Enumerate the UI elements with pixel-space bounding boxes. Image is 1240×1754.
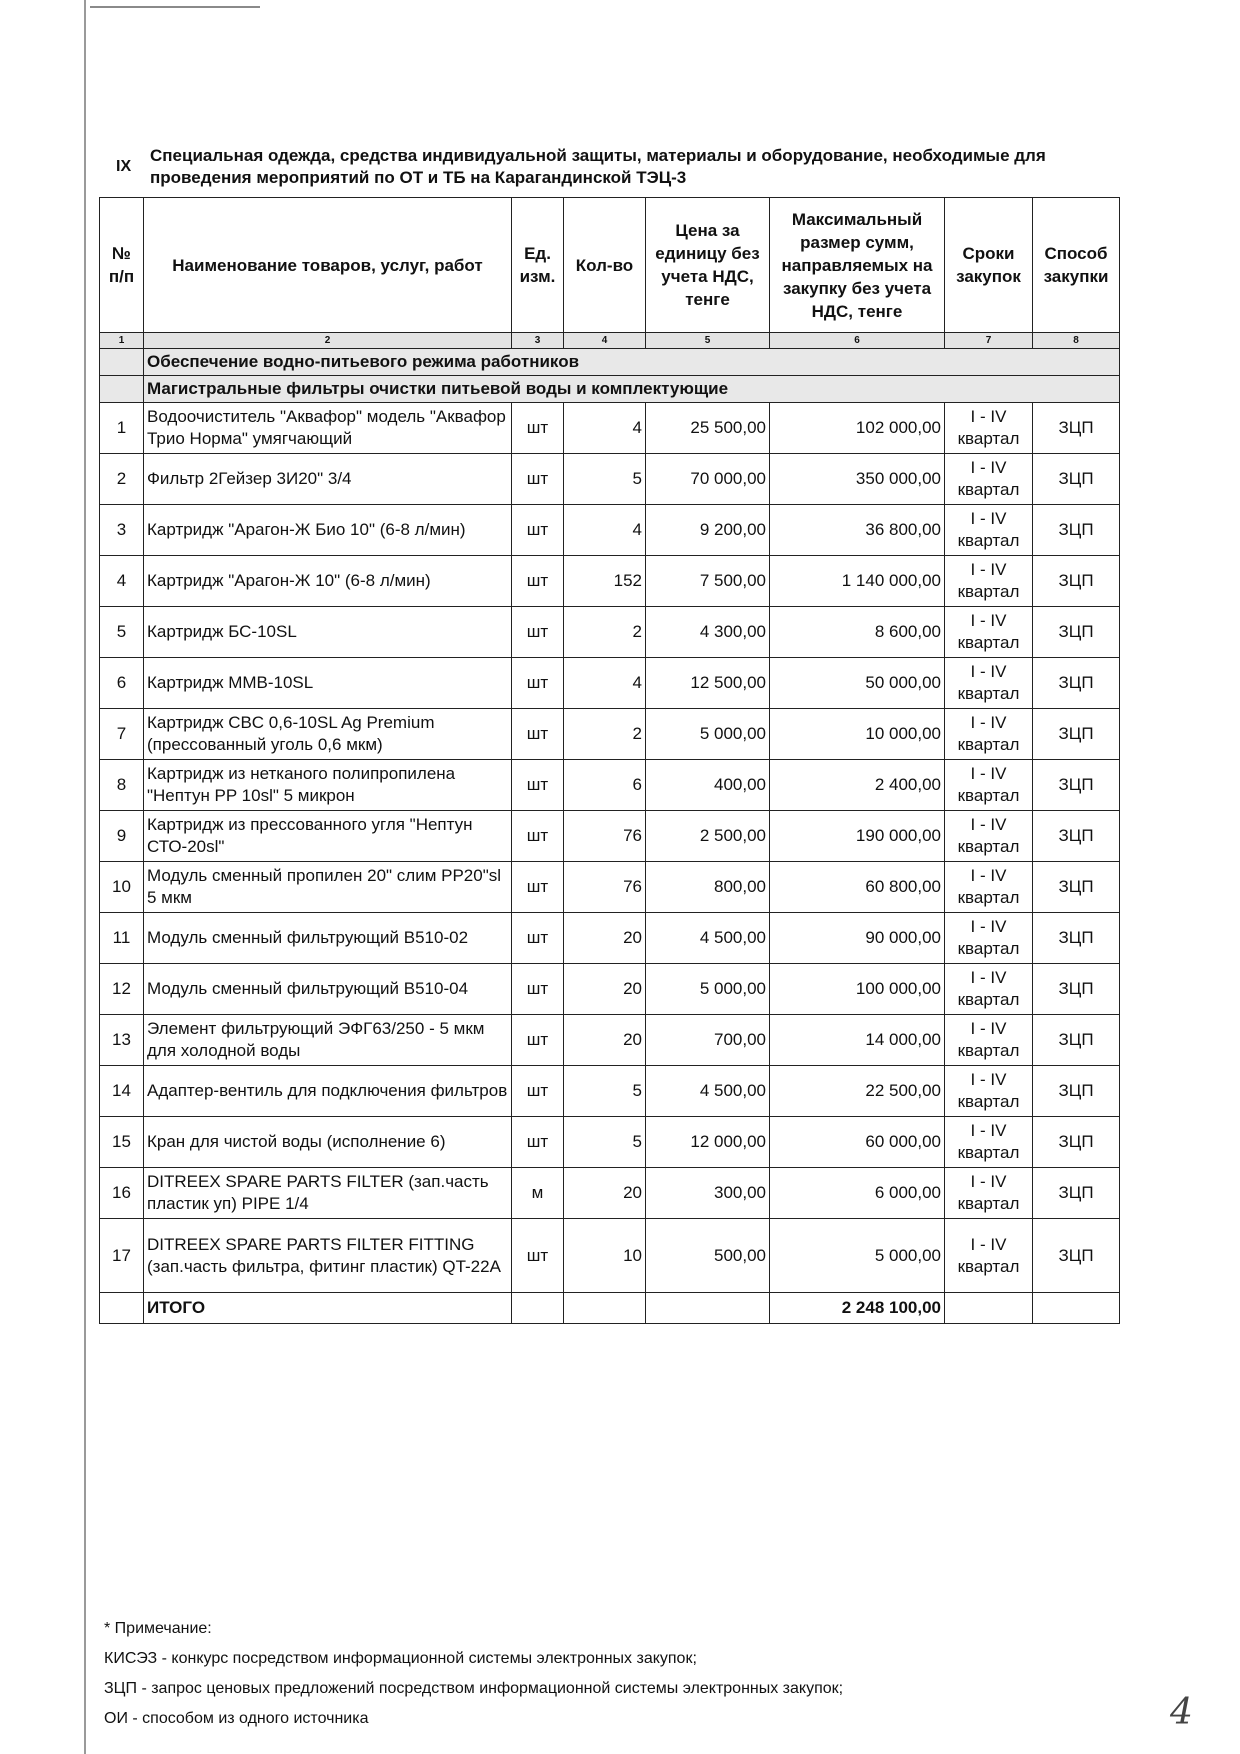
qty-cell: 20 [564,1015,646,1066]
method-cell: ЗЦП [1033,913,1120,964]
group-spacer [100,349,144,376]
handwritten-page-number: 4 [1170,1692,1193,1733]
qty-cell: 20 [564,913,646,964]
sum-cell: 36 800,00 [770,505,945,556]
unit-cell: м [512,1168,564,1219]
method-cell: ЗЦП [1033,1015,1120,1066]
item-name: Картридж ММВ-10SL [144,658,512,709]
qty-cell: 5 [564,454,646,505]
unit-cell: шт [512,862,564,913]
price-cell: 25 500,00 [646,403,770,454]
table-row [100,607,1120,658]
price-cell: 12 500,00 [646,658,770,709]
term-cell: I - IV квартал [945,1168,1033,1219]
unit-cell: шт [512,1066,564,1117]
method-cell: ЗЦП [1033,1219,1120,1293]
table-row [100,403,1120,454]
price-cell: 500,00 [646,1219,770,1293]
item-name: Модуль сменный фильтрующий В510-02 [144,913,512,964]
table-row [100,913,1120,964]
unit-cell: шт [512,403,564,454]
row-number: 13 [100,1015,144,1066]
term-cell: I - IV квартал [945,1117,1033,1168]
term-cell: I - IV квартал [945,811,1033,862]
unit-cell: шт [512,556,564,607]
unit-cell: шт [512,454,564,505]
table-row [100,505,1120,556]
table-row [100,658,1120,709]
term-cell: I - IV квартал [945,709,1033,760]
table-row [100,862,1120,913]
notes-title: * Примечание: [104,1620,212,1637]
method-cell: ЗЦП [1033,1168,1120,1219]
sum-cell: 100 000,00 [770,964,945,1015]
qty-cell: 2 [564,709,646,760]
term-cell: I - IV квартал [945,505,1033,556]
qty-cell: 5 [564,1066,646,1117]
row-number: 10 [100,862,144,913]
price-cell: 2 500,00 [646,811,770,862]
item-name: Водоочиститель "Аквафор" модель "Аквафор Трио Норма" умягчающий [144,403,512,454]
row-number: 11 [100,913,144,964]
term-cell: I - IV квартал [945,607,1033,658]
row-number: 4 [100,556,144,607]
group-title: Обеспечение водно-питьевого режима работников [144,349,1120,376]
price-cell: 400,00 [646,760,770,811]
sum-cell: 190 000,00 [770,811,945,862]
item-name: Картридж "Арагон-Ж Био 10" (6-8 л/мин) [144,505,512,556]
qty-cell: 76 [564,862,646,913]
unit-cell: шт [512,1117,564,1168]
qty-cell: 20 [564,964,646,1015]
subgroup-row [100,376,1120,403]
table-row [100,1117,1120,1168]
price-cell: 9 200,00 [646,505,770,556]
qty-cell: 2 [564,607,646,658]
header-no: № п/п [100,198,144,333]
column-number: 4 [564,333,646,349]
price-cell: 5 000,00 [646,964,770,1015]
unit-cell: шт [512,658,564,709]
price-cell: 800,00 [646,862,770,913]
sum-cell: 5 000,00 [770,1219,945,1293]
subgroup-title: Магистральные фильтры очистки питьевой воды и комплектующие [144,376,1120,403]
method-cell: ЗЦП [1033,862,1120,913]
table-row [100,556,1120,607]
header-sum: Максимальный размер сумм, направляемых на закупку без учета НДС, тенге [770,198,945,333]
table-row [100,1219,1120,1293]
item-name: Картридж из нетканого полипропилена "Нептун PP 10sl" 5 микрон [144,760,512,811]
method-cell: ЗЦП [1033,709,1120,760]
row-number: 16 [100,1168,144,1219]
price-cell: 12 000,00 [646,1117,770,1168]
note-line: КИСЭЗ - конкурс посредством информационной системы электронных закупок; [104,1650,697,1667]
qty-cell: 6 [564,760,646,811]
row-number: 9 [100,811,144,862]
sum-cell: 102 000,00 [770,403,945,454]
price-cell: 4 500,00 [646,913,770,964]
row-number: 6 [100,658,144,709]
column-number: 3 [512,333,564,349]
method-cell: ЗЦП [1033,658,1120,709]
item-name: Картридж БС-10SL [144,607,512,658]
unit-cell: шт [512,1219,564,1293]
price-cell: 700,00 [646,1015,770,1066]
item-name: DITREEX SPARE PARTS FILTER (зап.часть пластик уп) PIPE 1/4 [144,1168,512,1219]
unit-cell: шт [512,964,564,1015]
item-name: Модуль сменный фильтрующий В510-04 [144,964,512,1015]
price-cell: 7 500,00 [646,556,770,607]
row-number: 12 [100,964,144,1015]
column-number: 7 [945,333,1033,349]
item-name: Картридж "Арагон-Ж 10" (6-8 л/мин) [144,556,512,607]
table-header-row [100,198,1120,333]
row-number: 14 [100,1066,144,1117]
column-number: 2 [144,333,512,349]
row-number: 2 [100,454,144,505]
method-cell: ЗЦП [1033,811,1120,862]
term-cell: I - IV квартал [945,913,1033,964]
unit-cell: шт [512,913,564,964]
column-number: 5 [646,333,770,349]
qty-cell: 10 [564,1219,646,1293]
procurement-table [99,197,1120,1324]
table-row [100,454,1120,505]
term-cell: I - IV квартал [945,454,1033,505]
unit-cell: шт [512,505,564,556]
qty-cell: 20 [564,1168,646,1219]
total-label: ИТОГО [144,1293,512,1324]
item-name: DITREEX SPARE PARTS FILTER FITTING (зап.часть фильтра, фитинг пластик) QT-22A [144,1219,512,1293]
qty-cell: 4 [564,403,646,454]
method-cell: ЗЦП [1033,964,1120,1015]
sum-cell: 6 000,00 [770,1168,945,1219]
table-row [100,1066,1120,1117]
sum-cell: 60 000,00 [770,1117,945,1168]
item-name: Модуль сменный пропилен 20" слим PP20"sl 5 мкм [144,862,512,913]
column-number: 1 [100,333,144,349]
unit-cell: шт [512,811,564,862]
qty-cell: 4 [564,658,646,709]
sum-cell: 10 000,00 [770,709,945,760]
qty-cell: 76 [564,811,646,862]
row-number: 15 [100,1117,144,1168]
term-cell: I - IV квартал [945,964,1033,1015]
sum-cell: 22 500,00 [770,1066,945,1117]
price-cell: 4 500,00 [646,1066,770,1117]
sum-cell: 8 600,00 [770,607,945,658]
total-sum: 2 248 100,00 [770,1293,945,1324]
unit-cell: шт [512,709,564,760]
term-cell: I - IV квартал [945,556,1033,607]
table-row [100,1168,1120,1219]
table-row [100,709,1120,760]
note-line: ЗЦП - запрос ценовых предложений посредством информационной системы электронных закупок; [104,1680,844,1697]
scan-edge-top [90,6,260,8]
price-cell: 4 300,00 [646,607,770,658]
header-term: Сроки закупок [945,198,1033,333]
header-unit: Ед. изм. [512,198,564,333]
sum-cell: 90 000,00 [770,913,945,964]
price-cell: 5 000,00 [646,709,770,760]
item-name: Кран для чистой воды (исполнение 6) [144,1117,512,1168]
section-title: Специальная одежда, средства индивидуальной защиты, материалы и оборудование, необходимые для проведения мероприятий по ОТ и ТБ на Карагандинской ТЭЦ-3 [150,146,1046,187]
row-number: 7 [100,709,144,760]
item-name: Элемент фильтрующий ЭФГ63/250 - 5 мкм для холодной воды [144,1015,512,1066]
item-name: Картридж CBC 0,6-10SL Ag Premium (прессованный уголь 0,6 мкм) [144,709,512,760]
scan-edge-left [84,0,86,1754]
term-cell: I - IV квартал [945,1219,1033,1293]
group-spacer [100,376,144,403]
unit-cell: шт [512,607,564,658]
term-cell: I - IV квартал [945,1015,1033,1066]
qty-cell: 5 [564,1117,646,1168]
item-name: Картридж из прессованного угля "Нептун СТО-20sl" [144,811,512,862]
sum-cell: 350 000,00 [770,454,945,505]
price-cell: 70 000,00 [646,454,770,505]
column-number: 6 [770,333,945,349]
total-row [100,1293,1120,1324]
table-row [100,811,1120,862]
header-method: Способ закупки [1033,198,1120,333]
term-cell: I - IV квартал [945,760,1033,811]
method-cell: ЗЦП [1033,454,1120,505]
sum-cell: 60 800,00 [770,862,945,913]
note-line: ОИ - способом из одного источника [104,1710,369,1727]
row-number: 17 [100,1219,144,1293]
method-cell: ЗЦП [1033,760,1120,811]
method-cell: ЗЦП [1033,607,1120,658]
item-name: Фильтр 2Гейзер 3И20" 3/4 [144,454,512,505]
qty-cell: 152 [564,556,646,607]
header-name: Наименование товаров, услуг, работ [144,198,512,333]
table-row [100,1015,1120,1066]
qty-cell: 4 [564,505,646,556]
unit-cell: шт [512,1015,564,1066]
sum-cell: 14 000,00 [770,1015,945,1066]
sum-cell: 50 000,00 [770,658,945,709]
column-number: 8 [1033,333,1120,349]
notes [104,1614,843,1734]
method-cell: ЗЦП [1033,403,1120,454]
unit-cell: шт [512,760,564,811]
term-cell: I - IV квартал [945,658,1033,709]
method-cell: ЗЦП [1033,556,1120,607]
term-cell: I - IV квартал [945,1066,1033,1117]
header-price: Цена за единицу без учета НДС, тенге [646,198,770,333]
item-name: Адаптер-вентиль для подключения фильтров [144,1066,512,1117]
sum-cell: 1 140 000,00 [770,556,945,607]
method-cell: ЗЦП [1033,1117,1120,1168]
table-row [100,760,1120,811]
section-number: IX [116,158,132,175]
method-cell: ЗЦП [1033,1066,1120,1117]
table-row [100,964,1120,1015]
column-number-row [100,333,1120,349]
row-number: 5 [100,607,144,658]
group-row [100,349,1120,376]
term-cell: I - IV квартал [945,403,1033,454]
table-body [100,333,1120,1324]
row-number: 1 [100,403,144,454]
header-qty: Кол-во [564,198,646,333]
row-number: 8 [100,760,144,811]
price-cell: 300,00 [646,1168,770,1219]
row-number: 3 [100,505,144,556]
term-cell: I - IV квартал [945,862,1033,913]
sum-cell: 2 400,00 [770,760,945,811]
method-cell: ЗЦП [1033,505,1120,556]
